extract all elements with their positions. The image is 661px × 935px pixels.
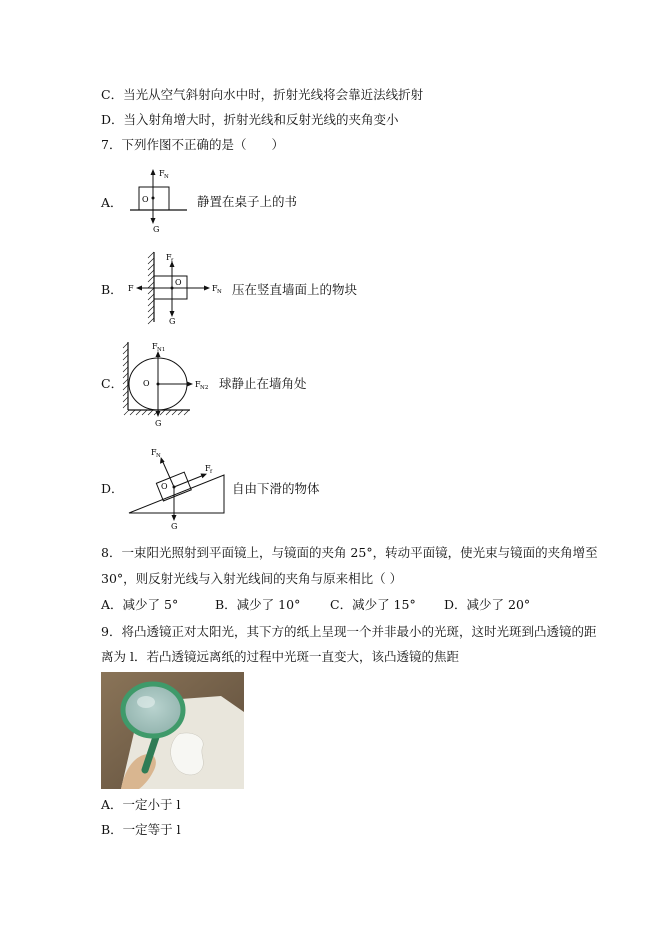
label-g: G (153, 225, 160, 233)
q9-stem-line2: 离为 l．若凸透镜远离纸的过程中光斑一直变大，该凸透镜的焦距 (101, 649, 459, 664)
label-o: O (175, 278, 182, 287)
q8-stem-line2: 30°，则反射光线与入射光线间的夹角与原来相比（ ） (101, 571, 403, 586)
q7-option-a-letter: A． (101, 195, 123, 210)
q8-stem-line1: 8．一束阳光照射到平面镜上，与镜面的夹角 25°，转动平面镜，使光束与镜面的夹角增至 (101, 545, 598, 560)
q9-stem-line1: 9．将凸透镜正对太阳光，其下方的纸上呈现一个并非最小的光斑，这时光斑到凸透镜的距 (101, 624, 597, 639)
label-o: O (143, 379, 150, 388)
q8-option-b: B．减少了 10° (215, 597, 301, 612)
label-fn: F (159, 169, 165, 178)
lens (123, 684, 183, 736)
label-fn: F (212, 284, 218, 293)
corner-hatching (123, 343, 189, 415)
q8-option-a: A．减少了 5° (101, 597, 179, 612)
svg-text:N: N (217, 289, 222, 295)
label-fn: F (151, 448, 157, 457)
q7-option-d-letter: D． (101, 481, 124, 496)
label-g: G (155, 419, 162, 428)
label-o: O (142, 195, 149, 204)
q7-diagram-c (120, 340, 220, 430)
label-fn2: F (195, 380, 201, 389)
q7-option-d-caption: 自由下滑的物体 (232, 481, 320, 496)
incline-triangle (129, 475, 224, 513)
q6-option-c: C．当光从空气斜射向水中时，折射光线将会靠近法线折射 (101, 87, 424, 102)
svg-text:N2: N2 (200, 385, 209, 391)
q7-stem: 7．下列作图不正确的是（ ） (101, 137, 284, 152)
q7-option-a-caption: 静置在桌子上的书 (197, 194, 298, 209)
label-fn1: F (152, 342, 158, 351)
svg-text:f: f (210, 469, 213, 475)
svg-text:N1: N1 (157, 347, 166, 353)
q8-option-c: C．减少了 15° (330, 597, 416, 612)
magnifier-photo (101, 672, 244, 789)
label-ff: F (205, 464, 211, 473)
label-o: O (161, 482, 168, 491)
q7-diagram-d (125, 446, 230, 531)
label-f: F (128, 284, 134, 293)
q7-option-b-letter: B． (101, 282, 123, 297)
svg-text:f: f (171, 258, 174, 264)
q9-option-a: A．一定小于 l (101, 797, 181, 812)
q9-option-b: B．一定等于 l (101, 822, 181, 837)
q7-diagram-b (125, 248, 230, 328)
label-g: G (171, 522, 178, 531)
q7-option-c-letter: C． (101, 376, 124, 391)
q6-option-d: D．当入射角增大时，折射光线和反射光线的夹角变小 (101, 112, 399, 127)
label-g: G (169, 317, 176, 326)
q8-option-d: D．减少了 20° (444, 597, 531, 612)
svg-text:N: N (156, 453, 161, 459)
label-ff: F (166, 253, 172, 262)
q7-option-b-caption: 压在竖直墙面上的物块 (232, 282, 358, 297)
q7-diagram-a (125, 163, 195, 233)
svg-text:N: N (164, 174, 169, 180)
q7-option-c-caption: 球静止在墙角处 (219, 376, 307, 391)
